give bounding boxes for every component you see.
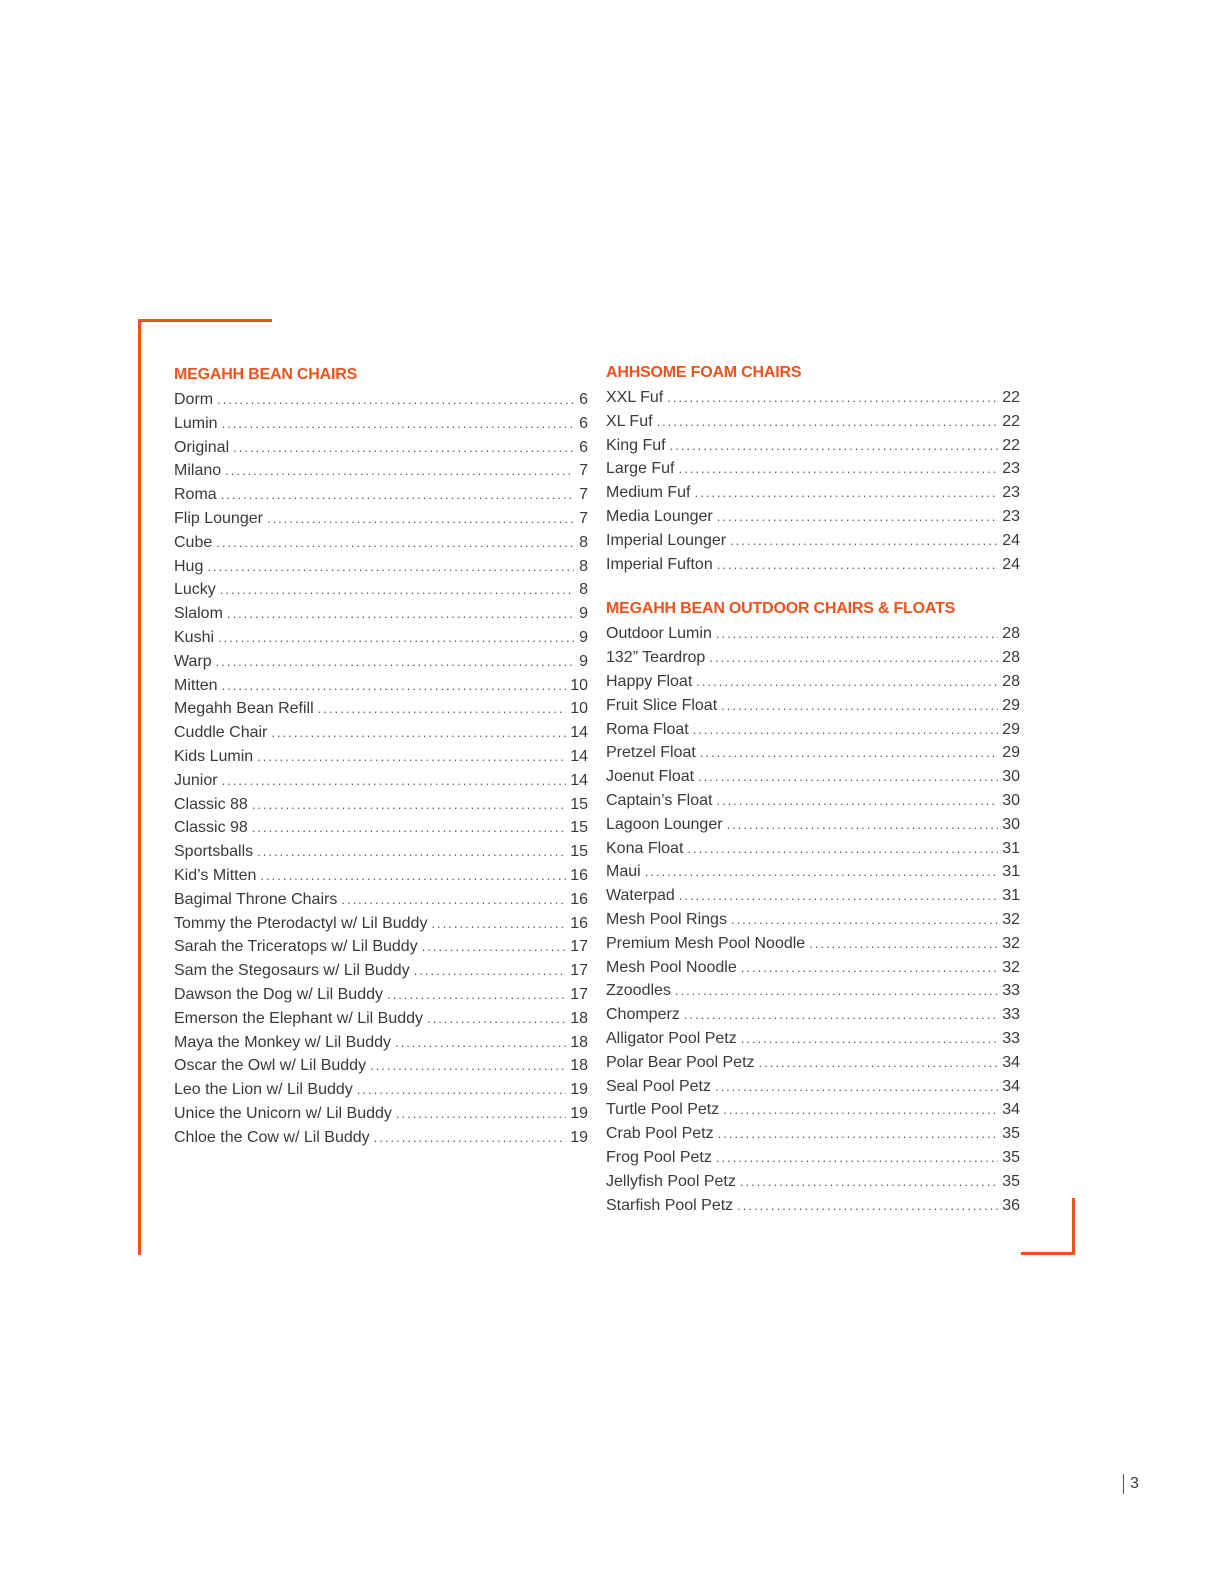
entry-page-number: 9 <box>579 605 588 623</box>
toc-entry[interactable] <box>174 459 588 483</box>
entry-title: Frog Pool Petz <box>606 1148 712 1166</box>
toc-entry[interactable] <box>606 694 1020 718</box>
dot-leader <box>218 626 574 650</box>
entry-title: Original <box>174 438 230 456</box>
toc-entry[interactable] <box>606 1051 1020 1075</box>
dot-leader <box>675 979 998 1003</box>
toc-list <box>174 388 588 1150</box>
entry-page-number: 35 <box>1002 1148 1020 1166</box>
toc-entry[interactable] <box>174 769 588 793</box>
dot-leader <box>718 1122 999 1146</box>
entry-page-number: 15 <box>570 843 588 861</box>
entry-page-number: 18 <box>570 1009 588 1027</box>
entry-page-number: 6 <box>579 414 588 432</box>
dot-leader <box>414 959 567 983</box>
dot-leader <box>271 721 566 745</box>
entry-page-number: 7 <box>579 509 588 527</box>
dot-leader <box>717 505 998 529</box>
dot-leader <box>318 697 567 721</box>
dot-leader <box>741 1027 998 1051</box>
dot-leader <box>252 816 566 840</box>
dot-leader <box>687 837 998 861</box>
dot-leader <box>723 1098 998 1122</box>
toc-entry[interactable] <box>174 959 588 983</box>
dot-leader <box>741 956 998 980</box>
toc-entry[interactable] <box>606 741 1020 765</box>
dot-leader <box>374 1126 567 1150</box>
dot-leader <box>387 983 566 1007</box>
entry-page-number: 33 <box>1002 1029 1020 1047</box>
entry-title: Leo the Lion w/ Lil Buddy <box>174 1081 353 1099</box>
entry-title: Sportsballs <box>174 843 254 861</box>
toc-entry[interactable] <box>174 412 588 436</box>
entry-title: Large Fuf <box>606 460 675 478</box>
dot-leader <box>252 793 566 817</box>
entry-page-number: 14 <box>570 724 588 742</box>
entry-page-number: 19 <box>570 1081 588 1099</box>
dot-leader <box>216 531 574 555</box>
section-heading: MEGAHH BEAN CHAIRS <box>174 366 358 383</box>
toc-entry[interactable] <box>606 718 1020 742</box>
entry-page-number: 7 <box>579 462 588 480</box>
entry-page-number: 35 <box>1002 1125 1020 1143</box>
entry-page-number: 32 <box>1002 934 1020 952</box>
toc-entry[interactable] <box>606 529 1020 553</box>
dot-leader <box>684 1003 998 1027</box>
entry-page-number: 31 <box>1002 863 1020 881</box>
entry-title: Dorm <box>174 391 214 408</box>
entry-page-number: 9 <box>579 652 588 670</box>
entry-title: Kid’s Mitten <box>174 866 257 884</box>
dot-leader <box>730 529 998 553</box>
entry-title: Premium Mesh Pool Noodle <box>606 934 806 952</box>
corner-bracket-top-left <box>138 319 272 322</box>
dot-leader <box>267 507 574 531</box>
entry-page-number: 36 <box>1002 1196 1020 1214</box>
dot-leader <box>716 622 998 646</box>
entry-title: Joenut Float <box>606 768 695 786</box>
toc-entry[interactable] <box>606 1194 1020 1218</box>
toc-entry[interactable] <box>174 1102 588 1126</box>
entry-page-number: 22 <box>1002 436 1020 454</box>
toc-entry[interactable] <box>174 864 588 888</box>
dot-leader <box>694 481 998 505</box>
toc-entry[interactable] <box>606 1098 1020 1122</box>
entry-title: Turtle Pool Petz <box>606 1101 720 1119</box>
entry-title: Sam the Stegosaurs w/ Lil Buddy <box>174 962 410 980</box>
toc-entry[interactable] <box>606 789 1020 813</box>
dot-leader <box>670 434 999 458</box>
toc-left-column <box>174 364 588 1150</box>
dot-leader <box>809 932 998 956</box>
dot-leader <box>645 860 999 884</box>
entry-title: Happy Float <box>606 672 693 690</box>
toc-entry[interactable] <box>174 388 588 412</box>
dot-leader <box>341 888 566 912</box>
entry-page-number: 23 <box>1002 460 1020 478</box>
toc-entry[interactable] <box>606 457 1020 481</box>
toc-list <box>606 622 1020 1217</box>
entry-page-number: 24 <box>1002 555 1020 573</box>
entry-page-number: 23 <box>1002 484 1020 502</box>
entry-title: Zzoodles <box>606 982 671 1000</box>
dot-leader <box>396 1102 566 1126</box>
dot-leader <box>696 670 998 694</box>
dot-leader <box>395 1031 566 1055</box>
dot-leader <box>679 884 998 908</box>
entry-title: Lumin <box>174 414 218 432</box>
toc-entry[interactable] <box>606 1170 1020 1194</box>
dot-leader <box>227 602 574 626</box>
toc-entry[interactable] <box>174 935 588 959</box>
entry-page-number: 6 <box>579 438 588 456</box>
entry-page-number: 10 <box>570 676 588 694</box>
toc-entry[interactable] <box>174 507 588 531</box>
toc-entry[interactable] <box>606 481 1020 505</box>
entry-title: Imperial Lounger <box>606 531 727 549</box>
entry-title: Imperial Fufton <box>606 555 713 573</box>
dot-leader <box>427 1007 566 1031</box>
entry-page-number: 15 <box>570 795 588 813</box>
dot-leader <box>698 765 998 789</box>
toc-entry[interactable] <box>606 837 1020 861</box>
entry-title: Slalom <box>174 605 223 623</box>
toc-entry[interactable] <box>174 721 588 745</box>
entry-title: Dawson the Dog w/ Lil Buddy <box>174 985 383 1003</box>
entry-title: Unice the Unicorn w/ Lil Buddy <box>174 1104 392 1122</box>
toc-list <box>606 386 1020 576</box>
corner-bracket-left-edge <box>138 319 141 1255</box>
toc-entry[interactable] <box>606 1122 1020 1146</box>
entry-title: Maya the Monkey w/ Lil Buddy <box>174 1033 391 1051</box>
entry-page-number: 14 <box>570 771 588 789</box>
entry-title: Jellyfish Pool Petz <box>606 1172 736 1190</box>
entry-page-number: 32 <box>1002 958 1020 976</box>
entry-page-number: 16 <box>570 866 588 884</box>
dot-leader <box>233 436 574 460</box>
entry-title: XXL Fuf <box>606 389 664 406</box>
toc-entry[interactable] <box>606 386 1020 410</box>
dot-leader <box>222 674 567 698</box>
entry-page-number: 29 <box>1002 696 1020 714</box>
entry-page-number: 34 <box>1002 1077 1020 1095</box>
dot-leader <box>709 646 998 670</box>
entry-title: Hug <box>174 557 204 575</box>
entry-page-number: 8 <box>579 557 588 575</box>
section-heading: AHHSOME FOAM CHAIRS <box>606 364 802 381</box>
entry-page-number: 31 <box>1002 887 1020 905</box>
dot-leader <box>431 912 566 936</box>
entry-title: Sarah the Triceratops w/ Lil Buddy <box>174 938 418 956</box>
toc-entry[interactable] <box>174 531 588 555</box>
entry-page-number: 28 <box>1002 649 1020 667</box>
entry-title: Roma Float <box>606 720 689 738</box>
dot-leader <box>207 555 574 579</box>
toc-entry[interactable] <box>174 650 588 674</box>
entry-page-number: 16 <box>570 890 588 908</box>
corner-bracket-right-edge <box>1072 1198 1075 1255</box>
entry-title: Warp <box>174 652 212 670</box>
entry-title: Medium Fuf <box>606 484 691 502</box>
entry-page-number: 30 <box>1002 791 1020 809</box>
toc-entry[interactable] <box>606 956 1020 980</box>
toc-entry[interactable] <box>174 697 588 721</box>
dot-leader <box>370 1054 566 1078</box>
toc-entry[interactable] <box>174 1054 588 1078</box>
toc-entry[interactable] <box>606 932 1020 956</box>
entry-page-number: 22 <box>1002 389 1020 406</box>
entry-page-number: 16 <box>570 914 588 932</box>
entry-page-number: 18 <box>570 1033 588 1051</box>
entry-title: Alligator Pool Petz <box>606 1029 737 1047</box>
dot-leader <box>721 694 998 718</box>
dot-leader <box>216 650 574 674</box>
dot-leader <box>716 1146 998 1170</box>
entry-title: Outdoor Lumin <box>606 625 712 643</box>
toc-entry[interactable] <box>174 888 588 912</box>
entry-title: Oscar the Owl w/ Lil Buddy <box>174 1057 367 1075</box>
entry-title: Lucky <box>174 581 216 599</box>
toc-entry[interactable] <box>606 979 1020 1003</box>
toc-entry[interactable] <box>606 646 1020 670</box>
dot-leader <box>700 741 998 765</box>
toc-entry[interactable] <box>174 555 588 579</box>
toc-entry[interactable] <box>606 884 1020 908</box>
toc-entry[interactable] <box>174 745 588 769</box>
dot-leader <box>422 935 567 959</box>
entry-title: Fruit Slice Float <box>606 696 718 714</box>
entry-title: Mitten <box>174 676 218 694</box>
dot-leader <box>257 745 566 769</box>
entry-title: Media Lounger <box>606 507 713 525</box>
entry-title: Starfish Pool Petz <box>606 1196 734 1214</box>
dot-leader <box>217 388 574 412</box>
entry-page-number: 34 <box>1002 1053 1020 1071</box>
section-heading: MEGAHH BEAN OUTDOOR CHAIRS & FLOATS <box>606 600 956 618</box>
toc-entry[interactable] <box>174 1031 588 1055</box>
entry-page-number: 33 <box>1002 1006 1020 1024</box>
entry-title: Megahh Bean Refill <box>174 700 314 718</box>
dot-leader <box>222 769 567 793</box>
entry-title: Captain’s Float <box>606 791 713 809</box>
entry-title: Seal Pool Petz <box>606 1077 711 1095</box>
entry-title: Lagoon Lounger <box>606 815 723 833</box>
dot-leader <box>740 1170 998 1194</box>
entry-page-number: 29 <box>1002 720 1020 738</box>
toc-entry[interactable] <box>174 816 588 840</box>
entry-title: Kona Float <box>606 839 684 857</box>
dot-leader <box>225 459 574 483</box>
dot-leader <box>221 483 574 507</box>
dot-leader <box>222 412 574 436</box>
toc-entry[interactable] <box>174 1078 588 1102</box>
dot-leader <box>737 1194 998 1218</box>
toc-right-column <box>606 362 1020 1217</box>
entry-title: Emerson the Elephant w/ Lil Buddy <box>174 1009 424 1027</box>
entry-page-number: 22 <box>1002 412 1020 430</box>
dot-leader <box>716 789 998 813</box>
entry-page-number: 14 <box>570 747 588 765</box>
toc-entry[interactable] <box>606 1146 1020 1170</box>
page-number: 3 <box>1123 1474 1139 1494</box>
entry-title: XL Fuf <box>606 412 653 430</box>
toc-entry[interactable] <box>174 674 588 698</box>
dot-leader <box>220 578 574 602</box>
entry-page-number: 30 <box>1002 768 1020 786</box>
toc-entry[interactable] <box>174 626 588 650</box>
entry-page-number: 17 <box>570 962 588 980</box>
toc-entry[interactable] <box>174 602 588 626</box>
toc-entry[interactable] <box>606 1075 1020 1099</box>
entry-page-number: 28 <box>1002 625 1020 643</box>
entry-title: Chloe the Cow w/ Lil Buddy <box>174 1128 370 1146</box>
entry-page-number: 33 <box>1002 982 1020 1000</box>
entry-page-number: 6 <box>579 391 588 408</box>
toc-entry[interactable] <box>606 505 1020 529</box>
toc-entry[interactable] <box>606 434 1020 458</box>
entry-page-number: 7 <box>579 486 588 504</box>
entry-title: 132” Teardrop <box>606 649 706 667</box>
entry-title: Milano <box>174 462 222 480</box>
entry-title: Cuddle Chair <box>174 724 268 742</box>
entry-page-number: 10 <box>570 700 588 718</box>
toc-entry[interactable] <box>606 765 1020 789</box>
entry-page-number: 18 <box>570 1057 588 1075</box>
entry-page-number: 8 <box>579 581 588 599</box>
dot-leader <box>657 410 999 434</box>
dot-leader <box>717 553 998 577</box>
entry-title: Tommy the Pterodactyl w/ Lil Buddy <box>174 914 428 932</box>
toc-entry[interactable] <box>174 912 588 936</box>
entry-title: Waterpad <box>606 887 675 905</box>
toc-entry[interactable] <box>174 483 588 507</box>
entry-page-number: 35 <box>1002 1172 1020 1190</box>
entry-title: Pretzel Float <box>606 744 696 762</box>
entry-title: Polar Bear Pool Petz <box>606 1053 755 1071</box>
entry-title: Kushi <box>174 628 215 646</box>
entry-page-number: 31 <box>1002 839 1020 857</box>
entry-page-number: 17 <box>570 985 588 1003</box>
dot-leader <box>731 908 998 932</box>
entry-page-number: 15 <box>570 819 588 837</box>
entry-page-number: 30 <box>1002 815 1020 833</box>
dot-leader <box>693 718 999 742</box>
toc-entry[interactable] <box>174 436 588 460</box>
entry-title: Junior <box>174 771 218 789</box>
toc-entry[interactable] <box>174 1126 588 1150</box>
entry-page-number: 34 <box>1002 1101 1020 1119</box>
toc-entry[interactable] <box>174 983 588 1007</box>
toc-entry[interactable] <box>606 670 1020 694</box>
toc-entry[interactable] <box>174 793 588 817</box>
dot-leader <box>667 386 998 410</box>
entry-page-number: 29 <box>1002 744 1020 762</box>
toc-entry[interactable] <box>606 908 1020 932</box>
entry-page-number: 17 <box>570 938 588 956</box>
dot-leader <box>727 813 999 837</box>
entry-title: Classic 88 <box>174 795 248 813</box>
entry-title: Crab Pool Petz <box>606 1125 714 1143</box>
toc-entry[interactable] <box>606 813 1020 837</box>
dot-leader <box>678 457 998 481</box>
toc-entry[interactable] <box>606 1003 1020 1027</box>
toc-entry[interactable] <box>174 578 588 602</box>
toc-entry[interactable] <box>174 840 588 864</box>
dot-leader <box>715 1075 998 1099</box>
dot-leader <box>260 864 566 888</box>
entry-page-number: 19 <box>570 1104 588 1122</box>
entry-page-number: 28 <box>1002 672 1020 690</box>
entry-title: Flip Lounger <box>174 509 263 527</box>
dot-leader <box>257 840 566 864</box>
toc-entry[interactable] <box>606 553 1020 577</box>
entry-title: Roma <box>174 486 217 504</box>
entry-title: Mesh Pool Noodle <box>606 958 737 976</box>
dot-leader <box>759 1051 999 1075</box>
entry-page-number: 9 <box>579 628 588 646</box>
toc-entry[interactable] <box>606 622 1020 646</box>
entry-title: Kids Lumin <box>174 747 254 765</box>
entry-title: Cube <box>174 533 213 551</box>
toc-entry[interactable] <box>606 1027 1020 1051</box>
entry-page-number: 32 <box>1002 910 1020 928</box>
entry-page-number: 23 <box>1002 507 1020 525</box>
entry-title: King Fuf <box>606 436 666 454</box>
dot-leader <box>357 1078 566 1102</box>
entry-title: Mesh Pool Rings <box>606 910 727 928</box>
entry-title: Bagimal Throne Chairs <box>174 890 338 908</box>
entry-page-number: 24 <box>1002 531 1020 549</box>
entry-page-number: 8 <box>579 533 588 551</box>
toc-entry[interactable] <box>606 860 1020 884</box>
entry-title: Classic 98 <box>174 819 248 837</box>
entry-title: Maui <box>606 863 641 881</box>
entry-title: Chomperz <box>606 1006 680 1024</box>
toc-entry[interactable] <box>606 410 1020 434</box>
entry-page-number: 19 <box>570 1128 588 1146</box>
toc-entry[interactable] <box>174 1007 588 1031</box>
corner-bracket-bottom-right <box>1021 1252 1075 1255</box>
